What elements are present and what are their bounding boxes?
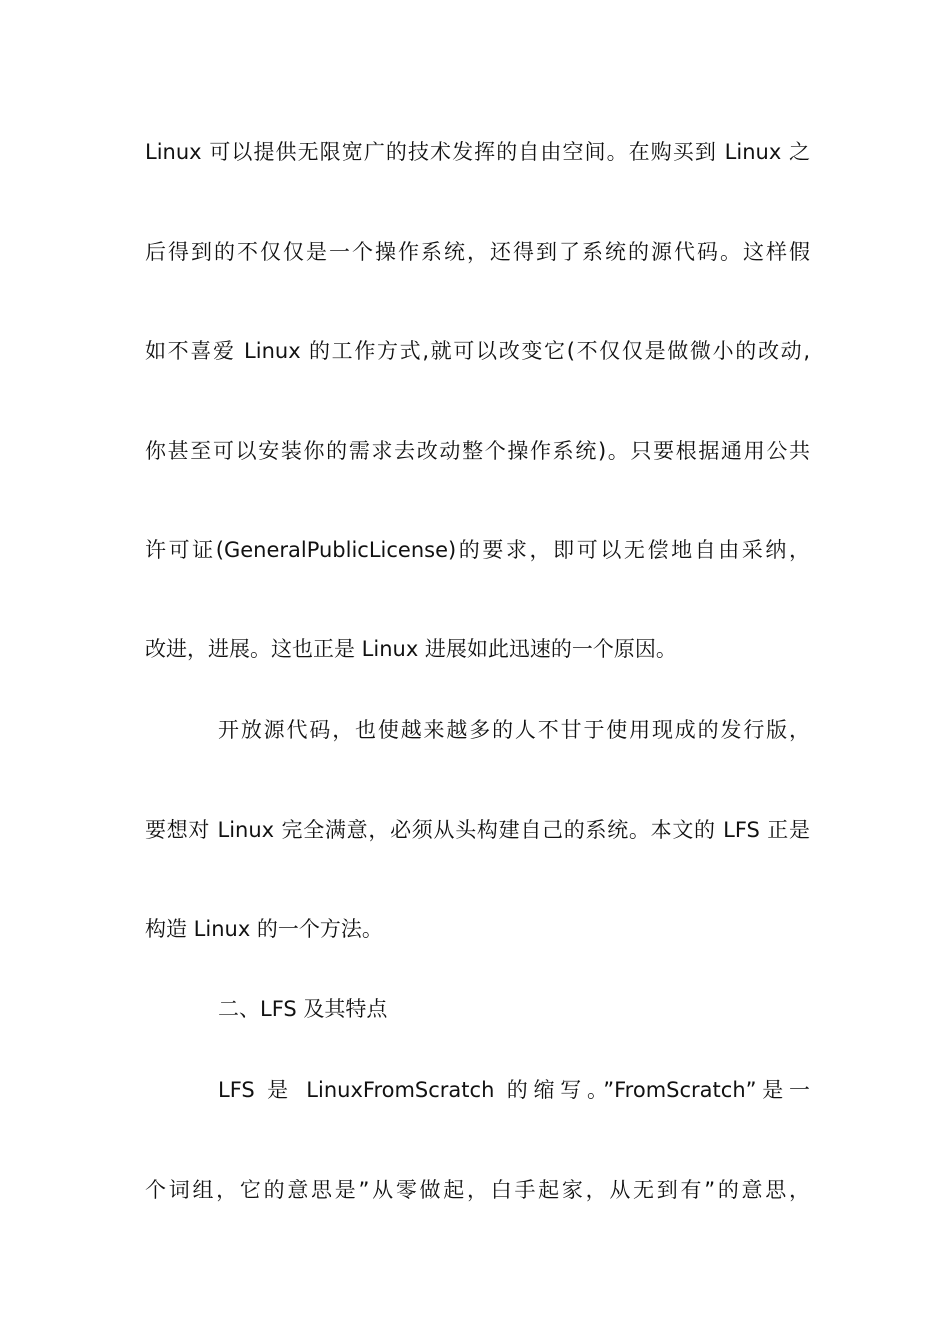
- paragraph-line: 要想对 Linux 完全满意，必须从头构建自己的系统。本文的 LFS 正是: [145, 818, 810, 842]
- paragraph-line: 后得到的不仅仅是一个操作系统，还得到了系统的源代码。这样假: [145, 240, 810, 264]
- paragraph-line: 开放源代码，也使越来越多的人不甘于使用现成的发行版，: [218, 718, 810, 742]
- paragraph-line: Linux 可以提供无限宽广的技术发挥的自由空间。在购买到 Linux 之: [145, 140, 810, 164]
- paragraph-line: LFS 是 LinuxFromScratch 的缩写。”FromScratch”是一: [218, 1078, 810, 1102]
- paragraph-line: 你甚至可以安装你的需求去改动整个操作系统)。只要根据通用公共: [145, 439, 810, 463]
- paragraph-line: 个词组，它的意思是”从零做起，白手起家，从无到有”的意思，: [145, 1178, 810, 1202]
- section-heading: 二、LFS 及其特点: [218, 997, 388, 1021]
- paragraph-line: 许可证(GeneralPublicLicense)的要求，即可以无偿地自由采纳，: [145, 538, 810, 562]
- paragraph-line: 如不喜爱 Linux 的工作方式,就可以改变它(不仅仅是做微小的改动,: [145, 339, 810, 363]
- paragraph-line: 构造 Linux 的一个方法。: [145, 917, 383, 941]
- paragraph-line: 改进，进展。这也正是 Linux 进展如此迅速的一个原因。: [145, 637, 677, 661]
